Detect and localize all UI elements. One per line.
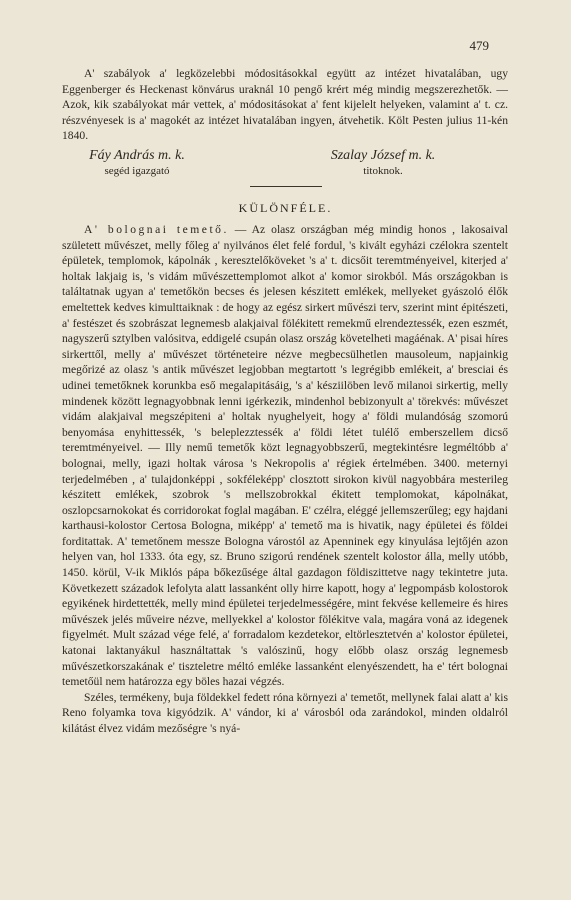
signature-row (62, 148, 508, 180)
signature-role: segéd igazgató (104, 165, 170, 177)
signature-left (62, 148, 212, 178)
signature-right (298, 148, 468, 178)
article (62, 222, 508, 737)
page-number: 479 (469, 38, 489, 53)
divider (250, 186, 322, 187)
notice-text: A' szabályok a' legközelebbi módositásokkal együtt az intézet hivatalában, ugy Eggenberger és Heckenast könvárus uraknál 10 pengő krért még mindig megszerezhetők. — Azok, kik szabályokat már vettek, a' módositásokat a' fent kijelelt helyeken, valamint a' t. cz. részvényesek is a' magokét az intézet hivatalában ingyen, átvehetik. Költ Pesten julius 11-kén 1840. (62, 67, 508, 143)
article-paragraph (62, 222, 508, 690)
article-lead: A' bolognai temető. (84, 223, 229, 236)
signature-role: titoknok. (363, 165, 403, 177)
section-title: KÜLÖNFÉLE. (238, 201, 333, 215)
article-body: — Az olasz országban még mindig honos , lakosaival született művészet, melly főleg a' nyilvános élet felé fordul, 's kivált egyházi czélokra szentelt épületek, templomok, kápolnák , keresztelőköveket 's a' t. dicsőit teremtményeivel, kiterjed a' holtak lakjaig is, 's vidám művészettemplomot alkot a' komor sirokból. Más országokban is találtatnak ugyan a' temetőkön becses és jelesen készitett emlékek, mellyeket gyászoló élők emeltettek kedves kimulttaiknak : de hogy az egész sirkert művészi terv, szerint mint épitészeti, a' festészet és szobrászat legnemesb alakjaival fölékitett remekmű elrendeztessék, ezen eszmét, nagyszerű sztylben valósitva, eddigelé csupán olasz ország követelheti magáénak. A' pisai híres sirkerttől, melly a' művészet történeteire nézve megbecsülhetlen mausoleum, napjainkig megőrizé az olasz 's antik művészet legjobban megtartott 's legrégibb emlékeit, a' bresciai és udinei temetőknek korunkba eső megalapitásáig, 's a' késziilöben levő milanoi sirkertig, melly mindenek között legnagyobbnak lenni igérkezik, mindenhol bebizonyult a' törekvés: művészet vidám alakjaival megszépiteni a' holtak nyughelyeit, hogy a' földi mulandóság szomorú benyomása enyhittessék, 's beleplezztessék a' földi létet tulélő emberszellem dicső teremtményeivel. — Illy nemű temetők közt legnagyobbszerű, megtekintésre legméltóbb a' bolognai, melly, igazi holtak városa 's Nekropolis a' régiek értelmében. 3400. meternyi terjedelmében , a' tulajdonképpi , sokféleképp' closztott sirokon kivül nagyobbára mesterileg készitett emlékek, szobrok 's mellszobrokkal ékitett templomokat, kápolnákat, oszlopcsarnokokat és corridorokat foglal magában. E' czélra, eléggé jellemszerűleg; egy hajdani karthausi-kolostor Certosa Bologna, miképp' a' temető ma is hivatik, nagy épületei és földei forditattak. A' temetőnem messze Bologna várostól az Apenninek egy kinyulása lejtőjén azon helyen van, hol 1333. óta egy, sz. Bruno szigorú rendének szentelt kolostor álla, melly utóbb, 1450. körül, V-ik Miklós pápa bőkezűsége által gazdagon földiszittetve nagy tekintetre juta. Következett századok lefolyta alatt lassanként olly hirre kapott, hogy a' legpompásb kolostorok egyikének hirdettették, melly mind épületei terjedelmességére, mint fekvése kellemeire és hires művészek jelés műveire nézve, mellyekkel a' kolostor fölékitve vala, magára voná az idegenek figyelmét. Mult század vége felé, a' forradalom kezdetekor, eltörlesztetvén a' kolostor épületei, katonai laktanyákul használtattak 's valószinű, hogy előbb olasz ország legnemesb művészetkorszakának e' tiszteletre méltó emléke lassanként elenyészendett, ha e' tért bolognai temetőül nem határozza egy böles hazai végzés. (62, 223, 508, 689)
article-paragraph: Széles, termékeny, buja földekkel fedett róna környezi a' temetőt, mellynek falai alatt a' kis Reno folyamka tova kigyódzik. A' vándor, ki a' városból oda zarándokol, minden oldalról kilátást élvez vidám mezőségre 's nyá- (62, 690, 508, 735)
signature-name: Fáy András m. k. (89, 148, 185, 163)
notice-paragraph (62, 66, 508, 144)
signature-name: Szalay József m. k. (330, 148, 436, 163)
